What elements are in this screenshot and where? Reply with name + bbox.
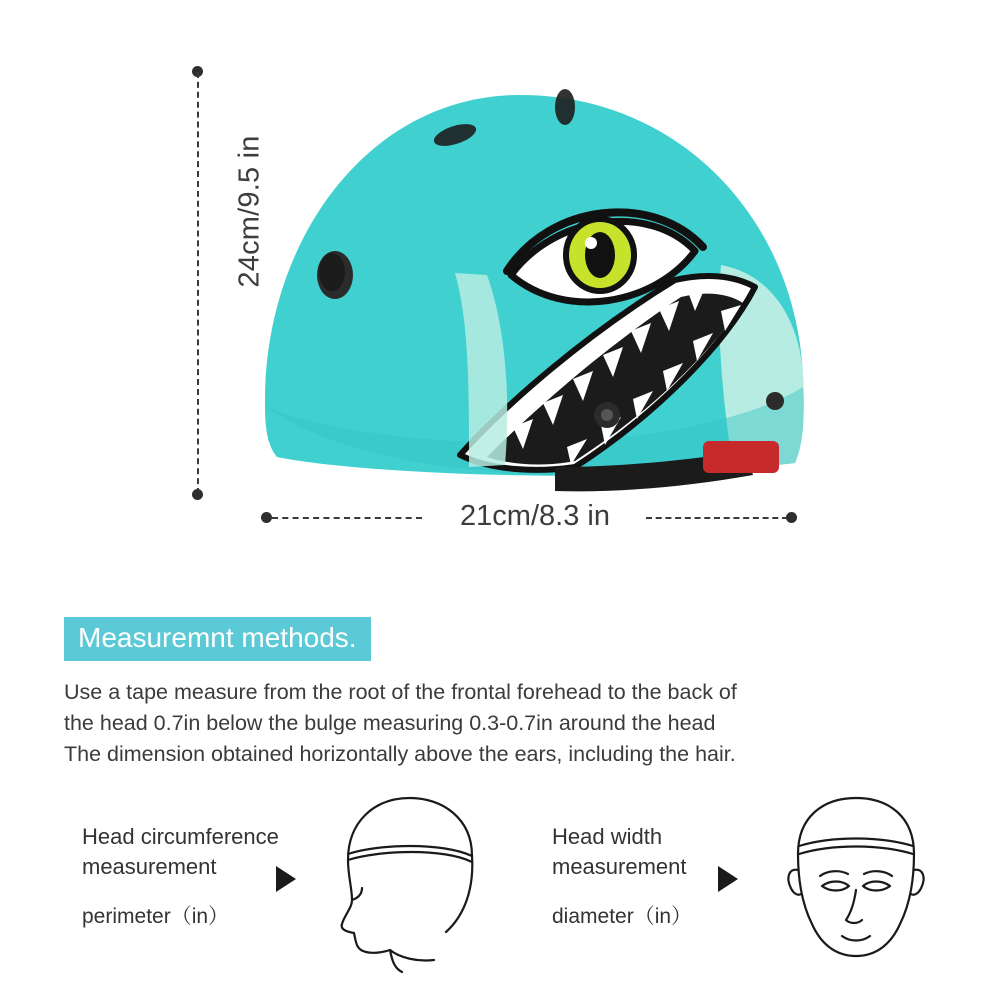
head-circumference-title: Head circumference measurement	[82, 824, 279, 879]
head-width-subtitle: diameter（in）	[552, 905, 693, 928]
horizontal-dimension-endpoint-right	[786, 512, 797, 523]
helmet-illustration	[255, 75, 815, 495]
head-width-measurement-block	[530, 790, 980, 980]
head-width-title: Head width measurement	[552, 824, 687, 879]
horizontal-dimension-endpoint-left	[261, 512, 272, 523]
arrow-right-icon	[718, 866, 738, 892]
head-circumference-subtitle: perimeter（in）	[82, 905, 230, 928]
head-front-view-icon	[762, 790, 952, 975]
measurement-methods-text	[64, 677, 894, 771]
measurement-methods-heading: Measuremnt methods.	[64, 617, 371, 661]
horizontal-dimension-line-left	[272, 517, 422, 519]
head-profile-side-view-icon	[322, 790, 512, 975]
vertical-dimension-line	[197, 72, 199, 494]
height-dimension-label: 24cm/9.5 in	[233, 135, 266, 288]
methods-line-3: The dimension obtained horizontally above the ears, including the hair.	[64, 742, 736, 767]
methods-line-2: the head 0.7in below the bulge measuring 0.3-0.7in around the head	[64, 711, 716, 736]
width-dimension-label: 21cm/8.3 in	[460, 500, 610, 532]
horizontal-dimension-line-right	[646, 517, 788, 519]
head-circumference-measurement-block	[60, 790, 510, 980]
vertical-dimension-endpoint-bottom	[192, 489, 203, 500]
arrow-right-icon	[276, 866, 296, 892]
methods-line-1: Use a tape measure from the root of the frontal forehead to the back of	[64, 680, 737, 704]
